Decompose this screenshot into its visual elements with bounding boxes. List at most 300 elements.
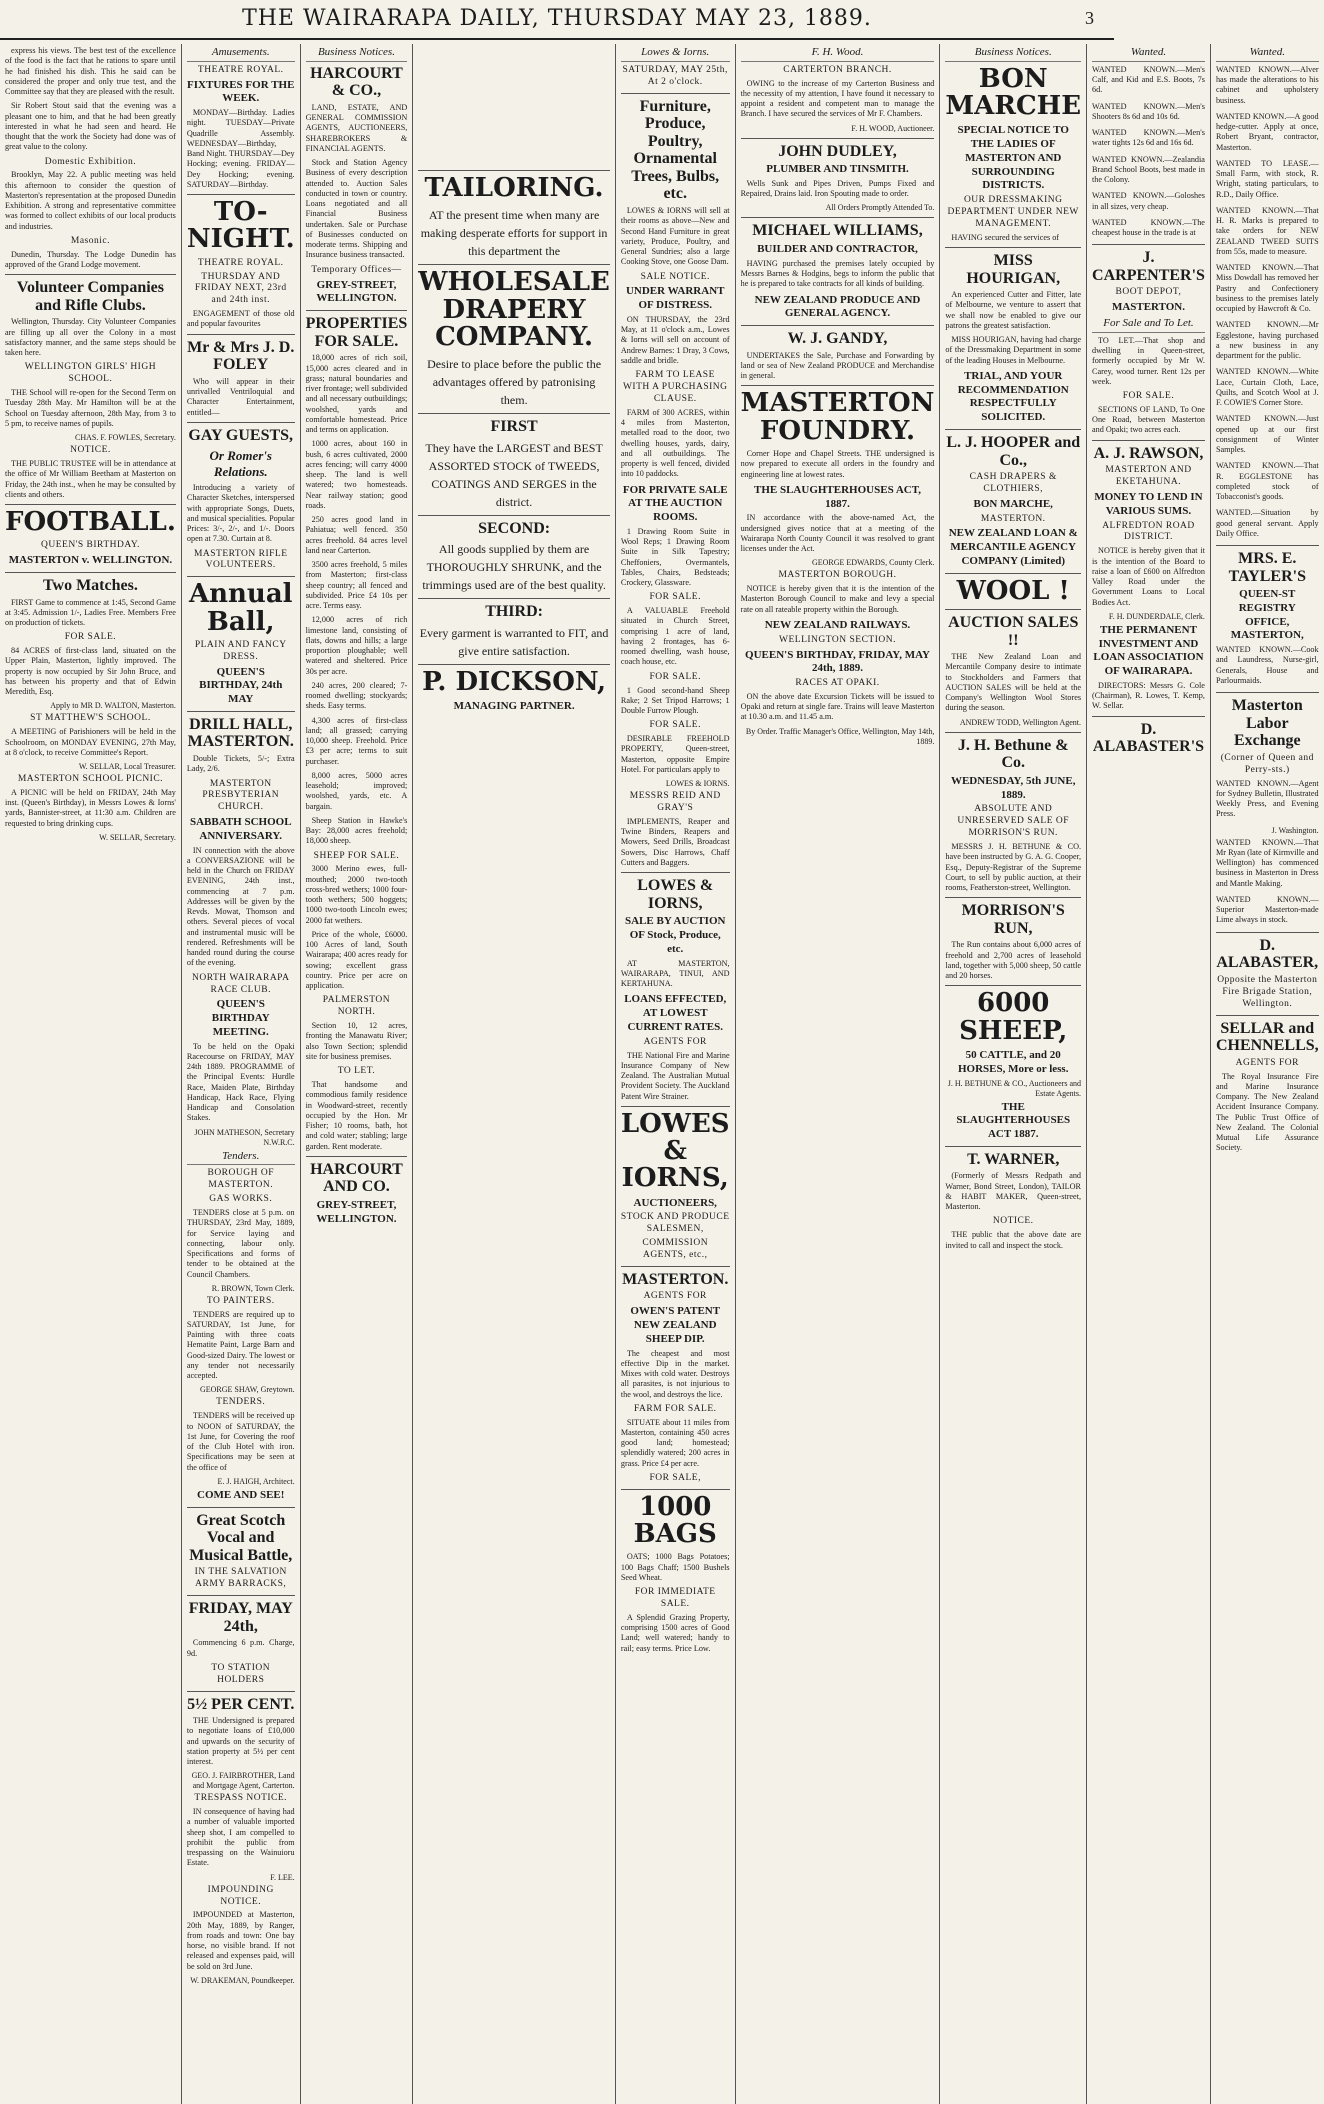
display-heading: Annual Ball,: [188, 579, 293, 637]
article-paragraph: Dunedin, Thursday. The Lodge Dunedin has approved of the Grand Lodge movement.: [5, 249, 176, 269]
medium-heading: GREY-STREET, WELLINGTON.: [316, 278, 397, 305]
section-heading: COMMISSION AGENTS, etc.,: [642, 1238, 709, 1261]
signature-line: E. J. HAIGH, Architect.: [217, 1476, 295, 1486]
large-heading: LOWES & IORNS,: [637, 877, 714, 912]
section-heading: ST MATTHEW'S SCHOOL.: [30, 713, 151, 724]
article-paragraph: express his views. The best test of the excellence of the food is the fact that he rations to spare until he had finished his dish. This he said can be considered the proper and only true test, and the Committee say that they are pleased with the result.: [5, 46, 176, 96]
section-heading: SATURDAY, MAY 25th, At 2 o'clock.: [622, 64, 728, 87]
section-heading: FOR SALE.: [1122, 391, 1175, 402]
medium-heading: SALE BY AUCTION OF Stock, Produce, etc.: [625, 915, 726, 955]
large-heading: D. ALABASTER,: [1216, 936, 1319, 972]
section-heading: QUEEN'S BIRTHDAY.: [41, 540, 140, 551]
column-subheading: Tenders.: [187, 1150, 295, 1166]
display-heading: 1000 BAGS: [633, 1491, 717, 1550]
article-paragraph: 250 acres good land in Pahiatua; well fenced. 350 acres freehold. 84 acres level land near Carterton.: [305, 515, 408, 555]
section-heading: AGENTS FOR: [1235, 1057, 1299, 1068]
column-rule: [1092, 244, 1205, 245]
column-rule: [621, 1106, 730, 1107]
large-heading: J. H. Bethune & Co.: [957, 736, 1069, 772]
wanted-notice: WANTED KNOWN.—Men's water tights 12s 6d and 16s 6d.: [1092, 128, 1205, 148]
article-paragraph: 8,000 acres, 5000 acres leasehold; improved; woolshed, yards, etc. A bargain.: [305, 770, 408, 811]
signature-line: LOWES & IORNS.: [665, 779, 730, 789]
column-rule: [741, 325, 935, 326]
column-rule: [945, 732, 1081, 733]
column-rule: [418, 598, 610, 599]
signature-line: J. H. BETHUNE & CO., Auctioneers and Estate Agents.: [947, 1078, 1082, 1098]
display-heading: LOWES & IORNS,: [620, 1108, 730, 1194]
large-heading: MRS. E. TAYLER'S: [1228, 550, 1306, 585]
article-paragraph: MONDAY—Birthday. Ladies night. TUESDAY—Private Quadrille Assembly. WEDNESDAY—Birthday, Band Night. THURSDAY—Dey Hocking; evening. FRIDAY—Dey Hocking; evening. SATURDAY—Birthday.: [186, 108, 295, 189]
large-heading: A. J. RAWSON,: [1093, 444, 1204, 462]
column-rule: [5, 274, 176, 275]
article-paragraph: Brooklyn, May 22. A public meeting was held this afternoon to consider the question of Masterton's representation at the proposed Dunedin Exhibition. A strong and representative committee was formed to collect exhibits of our local products and industries.: [5, 170, 176, 231]
column-rule: [945, 897, 1081, 898]
column-rule: [418, 264, 610, 265]
section-heading: FOR SALE.: [649, 671, 701, 682]
article-paragraph: 3000 Merino ewes, full-mouthed; 2000 two-tooth cross-bred wethers; 1000 four-tooth wethers; 500 hoggets; 1000 two-tooth Lincoln ewes; 2000 fat wethers.: [305, 864, 408, 925]
article-paragraph: The Royal Insurance Fire and Marine Insurance Company. The New Zealand Accident Insurance Company. The Public Trust Office of New Zealand. The Colonial Mutual Life Assurance Society.: [1215, 1071, 1319, 1153]
section-heading: MASTERTON SCHOOL PICNIC.: [17, 774, 164, 785]
article-paragraph: ON the above date Excursion Tickets will be issued to Opaki and return at single fare. Trains will leave Masterton at 10.30 a.m. and 11.45 a.m.: [740, 691, 935, 722]
medium-heading: MANAGING PARTNER.: [453, 700, 575, 713]
section-heading: TO PAINTERS.: [206, 1295, 275, 1306]
large-heading: GAY GUESTS,: [188, 426, 294, 444]
section-heading: BOROUGH OF MASTERTON.: [207, 1168, 274, 1191]
article-paragraph: Stock and Station Agency Business of every description attended to. Auction Sales conducted in town or country. Loans negotiated and all Financial Business undertaken. Sale or Purchase of Businesses conducted on moderate terms. Shipping and Insurance business transacted.: [305, 158, 408, 260]
signature-line: All Orders Promptly Attended To.: [825, 203, 935, 213]
signature-line: F. H. DUNDERDALE, Clerk.: [1108, 611, 1205, 621]
display-heading: WOOL !: [956, 575, 1070, 606]
column-rule: [187, 422, 295, 423]
section-heading: NORTH WAIRARAPA RACE CLUB.: [192, 972, 290, 995]
column-rule: [741, 385, 935, 386]
large-heading: FIRST: [490, 418, 538, 436]
section-heading: TENDERS.: [216, 1397, 266, 1408]
medium-heading: GREY-STREET, WELLINGTON.: [316, 1198, 397, 1225]
article-paragraph: A MEETING of Parishioners will be held in the Schoolroom, on MONDAY EVENING, 27th May, at 8 o'clock, to receive Committee's Report.: [5, 727, 176, 757]
section-heading: FARM TO LEASE WITH A PURCHASING CLAUSE.: [622, 370, 728, 404]
article-paragraph: THE New Zealand Loan and Mercantile Company desire to intimate to Stockholders and Farmers that AUCTION SALES will be held at the Company's Wellington Wool Stores during the season.: [945, 652, 1082, 713]
column-rule: [187, 1595, 295, 1596]
article-paragraph: Double Tickets, 5/-; Extra Lady, 2/6.: [186, 754, 295, 774]
section-heading: TRESPASS NOTICE.: [194, 1793, 288, 1804]
large-heading: Mr & Mrs J. D. FOLEY: [187, 338, 295, 374]
article-paragraph: SITUATE about 11 miles from Masterton, containing 450 acres good land; homestead; splendidly watered; 200 acres in grass. Price £4 per acre.: [620, 1417, 730, 1468]
column-1: [0, 44, 182, 2104]
column-rule: [187, 334, 295, 335]
section-heading: MASTERTON RIFLE VOLUNTEERS.: [193, 548, 288, 571]
column-6: [736, 44, 941, 2104]
article-paragraph: 84 ACRES of first-class land, situated on the Upper Plain, Masterton, lightly improved. The property is now occupied by Sir John Bruce, and has between his property and that of Edwin Meredith, Esq.: [5, 646, 176, 697]
section-heading: Temporary Offices—: [311, 264, 402, 275]
column-rule: [621, 1266, 730, 1267]
article-paragraph: TENDERS close at 5 p.m. on THURSDAY, 23rd May, 1889, for Service laying and connecting, labour only. Specifications and forms of tender to be obtained at the Council Chambers.: [186, 1208, 295, 1279]
large-heading: L. J. HOOPER and Co.,: [946, 433, 1081, 469]
column-rule: [187, 194, 295, 195]
article-paragraph: The cheapest and most effective Dip in the market. Mixes with cold water. Destroys all parasites, is not injurious to the wool, and destroys the lice.: [620, 1348, 730, 1399]
article-paragraph: The Run contains about 6,000 acres of freehold and 2,700 acres of leasehold land, together with 5,000 sheep, 50 cattle and 20 horses.: [945, 940, 1082, 981]
advert-text: Desire to place before the public the advantages offered by patronising them.: [427, 357, 602, 408]
medium-heading: PLUMBER AND TINSMITH.: [766, 163, 909, 176]
article-paragraph: DESIRABLE FREEHOLD PROPERTY, Queen-street, Masterton, opposite Empire Hotel. For particulars apply to: [620, 734, 730, 774]
large-heading: SECOND:: [478, 519, 551, 537]
large-heading: D. ALABASTER'S: [1092, 720, 1205, 756]
column-rule: [418, 664, 610, 665]
medium-heading: QUEEN'S BIRTHDAY, FRIDAY, MAY 24th, 1889.: [745, 648, 930, 675]
column-rule: [1092, 716, 1205, 717]
medium-heading: LOANS EFFECTED, AT LOWEST CURRENT RATES.: [624, 993, 727, 1033]
wanted-notice: WANTED KNOWN.—Men's Calf, and Kid and E.S. Boots, 7s 6d.: [1092, 64, 1205, 95]
column-rule: [741, 217, 935, 218]
large-heading: SELLAR and CHENNELLS,: [1215, 1019, 1319, 1055]
advert-text: All goods supplied by them are THOROUGHLY SHRUNK, and the trimmings used are of the best quality.: [422, 542, 606, 593]
article-paragraph: IN accordance with the above-named Act, the undersigned gives notice that at a meeting of the Wairarapa North County Council it was resolved to grant licenses under the Act.: [740, 513, 935, 553]
signature-line: W. DRAKEMAN, Poundkeeper.: [190, 1975, 295, 1985]
italic-heading: Or Romer's Relations.: [209, 447, 272, 479]
medium-heading: MONEY TO LEND IN VARIOUS SUMS.: [1094, 491, 1203, 517]
wanted-notice: WANTED KNOWN.—Just opened up at our first consignment of Winter Samples.: [1215, 414, 1319, 454]
large-heading: PROPERTIES FOR SALE.: [305, 315, 408, 350]
section-heading: FOR SALE.: [64, 632, 117, 643]
section-heading: CASH DRAPERS & CLOTHIERS,: [969, 472, 1057, 494]
column-heading: F. H. Wood.: [741, 46, 935, 62]
column-7: [940, 44, 1087, 2104]
signature-line: GEORGE SHAW, Greytown.: [199, 1385, 295, 1395]
large-heading: AUCTION SALES !!: [948, 614, 1079, 649]
article-paragraph: TENDERS will be received up to NOON of SATURDAY, the 1st June, for Covering the roof of the Club Hotel with iron. Specifications may be seen at the office of: [186, 1411, 295, 1472]
large-heading: FRIDAY, MAY 24th,: [188, 1600, 293, 1635]
article-paragraph: NOTICE is hereby given that it is the intention of the Masterton Borough Council to make and levy a special rate on all rateable property within the Borough.: [740, 584, 935, 614]
article-paragraph: 1 Drawing Room Suite in Wool Reps; 1 Drawing Room Suite in Silk Tapestry; Cheffoniers, Overmantels, Tables, Chairs, Bedsteads; Crockery, Glassware.: [620, 526, 730, 588]
column-rule: [945, 1146, 1081, 1147]
section-heading: PLAIN AND FANCY DRESS.: [194, 639, 287, 662]
section-heading: FOR SALE,: [649, 1472, 701, 1483]
section-heading: (Corner of Queen and Perry-sts.): [1220, 752, 1314, 775]
article-paragraph: Sheep Station in Hawke's Bay: 28,000 acres freehold; 18,000 sheep.: [305, 815, 408, 846]
article-paragraph: Commencing 6 p.m. Charge, 9d.: [186, 1638, 295, 1658]
section-heading: GAS WORKS.: [209, 1194, 273, 1205]
large-heading: T. WARNER,: [967, 1150, 1060, 1168]
column-rule: [945, 247, 1081, 248]
article-paragraph: A PICNIC will be held on FRIDAY, 24th May inst. (Queen's Birthday), in Messrs Lowes & Iorns' yards, Bannister-street, at 11:30 a.m. Children are requested to bring drinking cups.: [5, 787, 176, 828]
column-rule: [945, 429, 1081, 430]
display-heading: 6000 SHEEP,: [959, 988, 1068, 1046]
section-heading: MASTERTON PRESBYTERIAN CHURCH.: [202, 778, 280, 813]
medium-heading: NEW ZEALAND PRODUCE AND GENERAL AGENCY.: [754, 293, 921, 320]
article-paragraph: OWING to the increase of my Carterton Business and the necessity of my attention, I have found it necessary to appoint a resident and competent man to manage the Branch. I have secured the services of Mr F. Chambers.: [740, 78, 935, 119]
section-heading: AGENTS FOR: [643, 1036, 707, 1047]
article-paragraph: NOTICE is hereby given that it is the intention of the Board to raise a loan of £600 on Alfredton Valley Road under the Government Loans to Local Bodies Act.: [1092, 546, 1205, 607]
medium-heading: AUCTIONEERS,: [633, 1196, 717, 1209]
medium-heading: NEW ZEALAND LOAN & MERCANTILE AGENCY COMPANY (Limited): [948, 527, 1078, 567]
medium-heading: WEDNESDAY, 5th JUNE, 1889.: [950, 774, 1076, 801]
section-heading: MASTERTON AND EKETAHUNA.: [1105, 465, 1192, 488]
column-rule: [418, 515, 610, 516]
section-heading: THURSDAY AND FRIDAY NEXT, 23rd and 24th inst.: [194, 271, 287, 306]
article-paragraph: An experienced Cutter and Fitter, late of Melbourne, we venture to assert that we shall now be enabled to give our patrons the greatest satisfaction.: [945, 290, 1082, 330]
wanted-notice: WANTED KNOWN.—Goloshes in all sizes, very cheap.: [1092, 191, 1205, 211]
wanted-notice: WANTED KNOWN.—Agent for Sydney Bulletin, Illustrated Weekly Press, and Evening Press.: [1215, 778, 1319, 819]
medium-heading: THE PERMANENT INVESTMENT AND LOAN ASSOCIATION OF WAIRARAPA.: [1093, 623, 1204, 678]
section-heading: THEATRE ROYAL.: [197, 64, 284, 75]
wanted-notice: WANTED KNOWN.—That Mr Ryan (late of Kirmville and Wellington) has commenced business in Masterton in Dress and Mantle Making.: [1215, 837, 1319, 888]
article-paragraph: That handsome and commodious family residence in Woodward-street, recently occupied by the Hon. Mr Fisher; 10 rooms, bath, hot and cold water; stabling; large garden. Rent moderate.: [305, 1080, 408, 1151]
masthead: [0, 0, 1114, 40]
section-heading: WELLINGTON GIRLS' HIGH SCHOOL.: [24, 362, 157, 385]
article-paragraph: THE Undersigned is prepared to negotiate loans of £10,000 and upwards on the security of station property at 5½ per cent interest.: [186, 1716, 295, 1767]
medium-heading: QUEEN'S BIRTHDAY MEETING.: [211, 998, 270, 1038]
wanted-notice: WANTED KNOWN.—A good hedge-cutter. Apply at once, Robert Bryant, contractor, Masterton.: [1215, 111, 1319, 152]
column-rule: [621, 93, 730, 94]
column-rule: [1216, 692, 1319, 693]
signature-line: By Order. Traffic Manager's Office, Wellington, May 14th, 1889.: [745, 726, 935, 746]
display-heading: MASTERTON FOUNDRY.: [740, 388, 935, 446]
medium-heading: COME AND SEE!: [197, 1488, 285, 1501]
article-paragraph: ON THURSDAY, the 23rd May, at 11 o'clock a.m., Lowes & Iorns will sell on account of Andrew Barnes: 1 Dray, 3 Cows, saddle and bridle.: [620, 314, 730, 365]
section-heading: ALFREDTON ROAD DISTRICT.: [1102, 520, 1195, 543]
large-heading: Masterton Labor Exchange: [1231, 697, 1303, 750]
section-heading: CARTERTON BRANCH.: [783, 64, 892, 75]
display-heading: WHOLESALE DRAPERY COMPANY.: [418, 267, 610, 352]
medium-heading: MASTERTON v. WELLINGTON.: [8, 554, 173, 567]
article-paragraph: HAVING purchased the premises lately occupied by Messrs Barnes & Hodgins, begs to inform the public that he is prepared to take contracts for all kinds of building.: [740, 258, 935, 289]
large-heading: Great Scotch Vocal and Musical Battle,: [189, 1511, 293, 1564]
article-paragraph: 18,000 acres of rich soil, 15,000 acres cleared and in grass; natural boundaries and river frontage; well subdivided and all necessary outbuildings; woolshed, yards and comfortable homestead. Price and terms on application.: [305, 353, 408, 434]
section-heading: TO STATION HOLDERS: [211, 1662, 271, 1685]
medium-heading: THE SLAUGHTERHOUSES ACT 1887.: [956, 1100, 1071, 1141]
large-heading: MASTERTON.: [622, 1270, 729, 1288]
column-rule: [187, 1691, 295, 1692]
article-paragraph: 4,300 acres of first-class land; all grassed; carrying 10,000 sheep. Freehold. Price £3 per acre; terms to suit purchaser.: [305, 715, 408, 766]
article-paragraph: ENGAGEMENT of those old and popular favourites: [186, 309, 295, 329]
column-rule: [1092, 440, 1205, 441]
advert-text: They have the LARGEST and BEST ASSORTED STOCK of TWEEDS, COATINGS AND SERGES in the district.: [425, 440, 603, 509]
section-heading: OUR DRESSMAKING DEPARTMENT UNDER NEW MANAGEMENT.: [947, 195, 1079, 229]
column-rule: [741, 138, 935, 139]
signature-line: CHAS. F. FOWLES, Secretary.: [75, 433, 176, 443]
wanted-notice: WANTED.—Situation by good general servant. Apply Daily Office.: [1215, 508, 1319, 538]
large-heading: MORRISON'S RUN,: [961, 902, 1065, 937]
section-heading: SALE NOTICE.: [640, 271, 710, 282]
article-paragraph: IMPLEMENTS, Reaper and Twine Binders, Reapers and Mowers, Seed Drills, Broadcast Sowers, Disc Harrows, Chaff Cutters and Baggers.: [620, 816, 730, 867]
article-paragraph: LAND, ESTATE, AND GENERAL COMMISSION AGENTS, AUCTIONEERS, SHAREBROKERS & FINANCIAL AGENTS.: [305, 102, 408, 153]
article-paragraph: THE PUBLIC TRUSTEE will be in attendance at the office of Mr William Beetham at Masterton on Friday, the 24th inst., when he may be consulted by clients and others.: [5, 459, 176, 499]
medium-heading: QUEEN'S BIRTHDAY, 24th MAY: [199, 665, 283, 706]
medium-heading: SPECIAL NOTICE TO THE LADIES OF MASTERTON AND SURROUNDING DISTRICTS.: [957, 124, 1069, 192]
section-heading: PALMERSTON NORTH.: [322, 995, 391, 1018]
section-heading: IMPOUNDING NOTICE.: [207, 1884, 274, 1907]
article-paragraph: 12,000 acres of rich limestone land, consisting of flats, downs and hills; a large proportion ploughable; well watered and sheltered. Price 30s per acre.: [305, 615, 408, 676]
display-heading: TAILORING.: [424, 173, 604, 203]
column-rule: [187, 576, 295, 577]
wanted-notice: WANTED KNOWN.—That R. EGGLESTONE has completed stock of Tobacconist's goods.: [1215, 461, 1319, 501]
large-heading: DRILL HALL, MASTERTON.: [187, 715, 294, 751]
article-paragraph: A VALUABLE Freehold situated in Church Street, comprising 1 acre of land, having 2 frontages, has 6-roomed dwelling, wash house, coach house, etc.: [620, 606, 730, 667]
article-paragraph: Price of the whole, £6000. 100 Acres of land, South Wairarapa; 400 acres ready for sowing; excellent grass country. Price per acre on application.: [305, 929, 408, 991]
blank-space: [418, 46, 610, 166]
section-heading: FOR SALE.: [649, 592, 701, 603]
column-rule: [5, 572, 176, 573]
section-heading: AGENTS FOR: [643, 1291, 707, 1302]
medium-heading: FIXTURES FOR THE WEEK.: [187, 78, 295, 105]
column-9: [1211, 44, 1324, 2104]
column-rule: [1216, 1015, 1319, 1016]
signature-line: GEORGE EDWARDS, County Clerk.: [811, 558, 935, 568]
section-heading: MASTERTON.: [980, 513, 1046, 524]
article-paragraph: HAVING secured the services of: [951, 232, 1060, 242]
article-paragraph: FIRST Game to commence at 1:45, Second Game at 3:45. Admission 1/-, Ladies Free. Members Free on production of tickets.: [5, 597, 176, 628]
medium-heading: MASTERTON.: [1111, 301, 1186, 314]
signature-line: R. BROWN, Town Clerk.: [211, 1283, 295, 1293]
wanted-notice: WANTED KNOWN.—Mr Egglestone, having purchased a new business in any department for the public.: [1215, 320, 1319, 360]
article-paragraph: AT MASTERTON, WAIRARAPA, TINUI, AND KERTAHUNA.: [620, 958, 730, 989]
display-heading: BON MARCHE: [945, 63, 1082, 122]
column-subheading: For Sale and To Let.: [1092, 317, 1205, 333]
section-heading: FOR SALE.: [649, 720, 701, 731]
medium-heading: FOR PRIVATE SALE AT THE AUCTION ROOMS.: [622, 483, 728, 524]
column-2: [182, 44, 301, 2104]
section-heading: STOCK AND PRODUCE SALESMEN,: [620, 1212, 730, 1235]
section-heading: BOOT DEPOT,: [1115, 287, 1182, 298]
article-paragraph: Wellington, Thursday. City Volunteer Companies are filling up all over the Colony in a most satisfactory manner, and the same steps should be taken here.: [5, 317, 176, 358]
medium-heading: BUILDER AND CONTRACTOR,: [757, 243, 918, 256]
large-heading: J. CARPENTER'S: [1092, 249, 1205, 284]
article-paragraph: Sir Robert Stout said that the evening was a pleasant one to him, and that he had been greatly interested in what he had seen and heard. He thought that the work the Society had done was of great value to the colony.: [5, 101, 176, 152]
section-heading: TO LET.: [337, 1066, 376, 1077]
column-rule: [306, 310, 408, 311]
section-heading: Domestic Exhibition.: [44, 156, 137, 167]
article-paragraph: TO LET.—That shop and dwelling in Queen-street, formerly occupied by Mr W. Carey, wood turner. Rent 12s per week.: [1092, 335, 1205, 386]
article-paragraph: THE National Fire and Marine Insurance Company of New Zealand. The Australian Mutual Provident Society. The Auckland Patent Wire Strainer.: [620, 1050, 730, 1101]
wanted-notice: WANTED KNOWN.—That H. R. Marks is prepared to take orders for NEW ZEALAND TWEED SUITS from 55s, made to measure.: [1215, 205, 1319, 256]
medium-heading: NEW ZEALAND RAILWAYS.: [764, 618, 911, 631]
article-paragraph: Corner Hope and Chapel Streets. THE undersigned is now prepared to execute all orders in the foundry and engineering line at lowest rates.: [740, 449, 935, 479]
section-heading: Opposite the Masterton Fire Brigade Station, Wellington.: [1217, 974, 1318, 1009]
signature-line: J. Washington.: [1271, 825, 1319, 835]
large-heading: JOHN DUDLEY,: [778, 142, 897, 160]
column-rule: [945, 573, 1081, 574]
section-heading: THEATRE ROYAL.: [197, 257, 284, 268]
newspaper-columns: [0, 44, 1319, 2104]
large-heading: Furniture, Produce, Poultry, Ornamental Trees, Bulbs, etc.: [631, 97, 720, 203]
signature-line: JOHN MATHESON, Secretary N.W.R.C.: [194, 1127, 295, 1147]
article-paragraph: A Splendid Grazing Property, comprising 1500 acres of Good Land; well watered; handy to rail; easy terms. Price Low.: [620, 1612, 730, 1653]
section-heading: SHEEP FOR SALE.: [313, 850, 400, 861]
section-heading: RACES AT OPAKI.: [795, 678, 880, 688]
column-rule: [621, 1489, 730, 1490]
display-heading: TO-NIGHT.: [186, 197, 295, 255]
section-heading: FARM FOR SALE.: [633, 1403, 717, 1414]
large-heading: Volunteer Companies and Rifle Clubs.: [16, 279, 164, 314]
article-paragraph: DIRECTORS: Messrs G. Cole (Chairman), R. Lowes, T. Kemp, W. Sellar.: [1092, 680, 1205, 711]
signature-line: GEO. J. FAIRBROTHER, Land and Mortgage Agent, Carterton.: [191, 1771, 295, 1791]
advert-text: AT the present time when many are making desperate efforts for support in this department the: [420, 208, 608, 259]
article-paragraph: OATS; 1000 Bags Potatoes; 100 Bags Chaff; 1500 Bushels Seed Wheat.: [620, 1552, 730, 1582]
large-heading: Two Matches.: [43, 576, 138, 594]
signature-line: W. SELLAR, Secretary.: [99, 832, 176, 842]
article-paragraph: Introducing a variety of Character Sketches, interspersed with appropriate Songs, Duets, and musical specialities. Popular Prices: 3/-, 2/-, and 1/-. Doors open at 7.30. Curtain at 8.: [186, 483, 295, 544]
medium-heading: QUEEN-ST REGISTRY OFFICE, MASTERTON,: [1230, 588, 1304, 642]
article-paragraph: Section 10, 12 acres, fronting the Manawatu River; also Town Section; splendid site for business premises.: [305, 1021, 408, 1061]
column-heading: Wanted.: [1092, 46, 1205, 62]
section-heading: IN THE SALVATION ARMY BARRACKS,: [194, 1567, 287, 1590]
wanted-notice: WANTED KNOWN.—The cheapest house in the trade is at: [1092, 217, 1205, 237]
article-paragraph: (Formerly of Messrs Redpath and Warner, Bond Street, London), TAILOR & HABIT MAKER, Queen-street, Masterton.: [945, 1171, 1082, 1212]
article-paragraph: IN connection with the above a CONVERSAZIONE will be held in the Church on FRIDAY EVENING, 24th inst., commencing at 7 p.m. Addresses will be given by the Revds. Mowat, Thomson and others. Several pieces of vocal and instrumental music will be rendered. Refreshments will be handed round during the course of the evening.: [186, 845, 295, 968]
column-rule: [187, 1507, 295, 1508]
article-paragraph: MESSRS J. H. BETHUNE & CO. have been instructed by G. A. G. Cooper, Esq., Deputy-Registrar of the Supreme Court, to sell by public auction, at their rooms, Featherston-street, Wellington.: [945, 842, 1082, 893]
display-heading: FOOTBALL.: [5, 507, 176, 538]
article-paragraph: 240 acres, 200 cleared; 7-roomed dwelling; stockyards; sheds. Easy terms.: [305, 680, 408, 711]
column-heading: Amusements.: [187, 46, 295, 62]
signature-line: ANDREW TODD, Wellington Agent.: [959, 717, 1082, 727]
article-paragraph: MISS HOURIGAN, having had charge of the Dressmaking Department in some of the leading Houses in Melbourne.: [945, 335, 1082, 365]
section-heading: NOTICE.: [992, 1216, 1034, 1227]
article-paragraph: LOWES & IORNS will sell at their rooms as above—New and Second Hand Furniture in great variety, Produce, Poultry, and General Sundries; also a large Cooking Stove, one Goose Dam.: [620, 206, 730, 267]
column-heading: Lowes & Iorns.: [621, 46, 730, 62]
column-rule: [621, 872, 730, 873]
wanted-notice: WANTED KNOWN.—Men's Shooters 8s 6d and 10s 6d.: [1092, 101, 1205, 121]
column-rule: [187, 711, 295, 712]
large-heading: MICHAEL WILLIAMS,: [752, 222, 923, 240]
large-heading: HARCOURT AND CO.: [310, 1160, 403, 1196]
large-heading: HARCOURT & CO.,: [310, 64, 403, 100]
wanted-notice: WANTED KNOWN.—That Miss Dowdall has removed her Pastry and Confectionery business to the premises lately occupied by Hawcroft & Co.: [1215, 263, 1319, 313]
medium-heading: UNDER WARRANT OF DISTRESS.: [625, 285, 725, 312]
advert-text: Every garment is warranted to FIT, and give entire satisfaction.: [419, 625, 609, 658]
article-paragraph: 1000 acres, about 160 in bush, 6 acres cultivated, 2000 acres fencing; will carry 4000 sheep. The land is well watered; two homesteads. Near railway station; good roads.: [305, 439, 408, 510]
medium-heading: OWEN'S PATENT NEW ZEALAND SHEEP DIP.: [630, 1305, 721, 1345]
large-heading: THIRD:: [485, 603, 543, 621]
article-paragraph: Wells Sunk and Pipes Driven, Pumps Fixed and Repaired, Drains laid. Iron Spouting made to order.: [740, 178, 935, 199]
article-paragraph: THE School will re-open for the Second Term on Tuesday 28th May. Mr Hamilton will be at the School on Tuesday afternoon, 28th May, from 3 to 5 pm, to receive names of pupils.: [5, 388, 176, 428]
large-heading: MISS HOURIGAN,: [966, 251, 1061, 287]
medium-heading: THE SLAUGHTERHOUSES ACT, 1887.: [754, 483, 921, 510]
medium-heading: TRIAL, AND YOUR RECOMMENDATION RESPECTFULLY SOLICITED.: [957, 369, 1069, 424]
column-rule: [1216, 932, 1319, 933]
column-4: [413, 44, 616, 2104]
article-paragraph: FARM of 300 ACRES, within 4 miles from Masterton, metalled road to the door, two dwelling houses, yards, dairy, and all outbuildings. The property is well fenced, divided into 10 paddocks.: [620, 407, 730, 479]
display-heading: P. DICKSON,: [422, 666, 607, 697]
article-paragraph: SECTIONS OF LAND, To One One Road, between Masterton and Opaki; two acres each.: [1092, 404, 1205, 435]
column-heading: Business Notices.: [306, 46, 408, 62]
wanted-notice: WANTED TO LEASE.—Small Farm, with stock, R. Wright, stating particulars, to R.D., Daily Office.: [1215, 158, 1319, 199]
article-paragraph: To be held on the Opaki Racecourse on FRIDAY, MAY 24th 1889. PROGRAMME of the Principal Events: Hurdle Race, Maiden Plate, Birthday Handicap, Hack Race, Flying Handicap and Consolation Stakes.: [186, 1041, 295, 1123]
signature-line: F. H. WOOD, Auctioneer.: [851, 123, 935, 133]
section-heading: MESSRS REID AND GRAY'S: [629, 791, 721, 814]
section-heading: NOTICE.: [70, 445, 111, 456]
column-8: [1087, 44, 1211, 2104]
section-heading: ABSOLUTE AND UNRESERVED SALE OF MORRISON'S RUN.: [957, 804, 1070, 839]
column-rule: [418, 413, 610, 414]
column-rule: [945, 609, 1081, 610]
wanted-notice: WANTED KNOWN.—White Lace, Curtain Cloth, Lace, Quilts, and Scotch Wool at J. F. COWIE'S Corner Store.: [1215, 367, 1319, 407]
page-number: 3: [1085, 8, 1094, 28]
wanted-notice: WANTED KNOWN.—Cook and Laundress, Nurse-girl, Generals, House and Parlourmaids.: [1215, 645, 1319, 685]
article-paragraph: 1 Good second-hand Sheep Rake; 2 Set Tripod Harrows; 1 Double Furrow Plough.: [620, 685, 730, 716]
medium-heading: BON MARCHE,: [973, 497, 1053, 510]
column-heading: Wanted.: [1216, 46, 1319, 62]
column-rule: [945, 985, 1081, 986]
wanted-notice: WANTED KNOWN.—Superior Masterton-made Lime always in stock.: [1215, 894, 1319, 925]
wanted-notice: WANTED KNOWN.—Alver has made the alterations to his cabinet and upholstery business.: [1215, 64, 1319, 105]
section-heading: FOR IMMEDIATE SALE.: [634, 1587, 716, 1610]
column-rule: [1216, 545, 1319, 546]
section-heading: WELLINGTON SECTION.: [779, 634, 896, 645]
signature-line: F. LEE.: [270, 1872, 295, 1882]
article-paragraph: Who will appear in their unrivalled Ventriloquial and Character Entertainment, entitled—: [186, 376, 295, 417]
column-heading: Business Notices.: [945, 46, 1081, 62]
